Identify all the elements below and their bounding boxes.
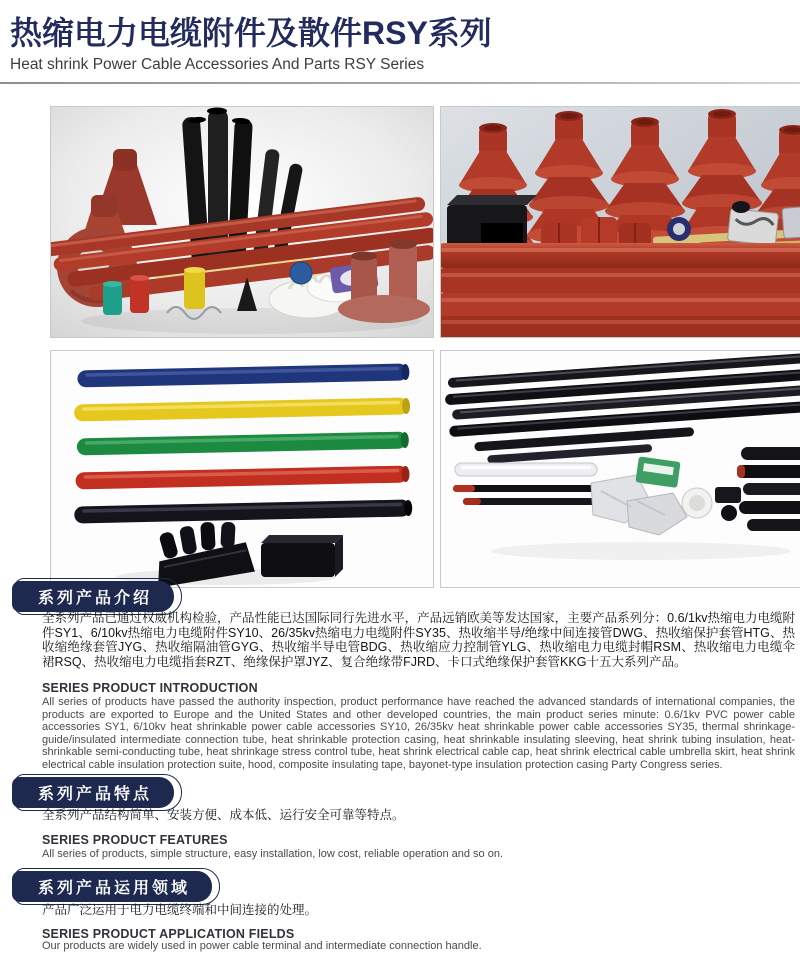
introduction-english-heading: SERIES PRODUCT INTRODUCTION xyxy=(42,681,258,695)
product-photo-umbrella-skirts xyxy=(440,106,800,338)
accessory-kit-illustration xyxy=(51,107,433,337)
features-chinese-text: 全系列产品结构简单、安装方便、成本低、运行安全可靠等特点。 xyxy=(42,808,405,822)
product-photo-colored-tubes xyxy=(50,350,434,588)
clear-tube xyxy=(455,463,597,476)
black-fitting xyxy=(715,487,741,503)
application-chinese-text: 产品广泛运用于电力电缆终端和中间连接的处理。 xyxy=(42,903,318,917)
colored-tubes-illustration xyxy=(51,351,433,587)
blue-lid xyxy=(290,262,312,284)
section-header-label: 系列产品特点 xyxy=(38,786,153,803)
black-cap xyxy=(721,505,737,521)
black-parts-illustration xyxy=(441,351,800,587)
page-title: 热缩电力电缆附件及散件RSY系列 xyxy=(10,15,492,51)
introduction-english-text: All series of products have passed the authority inspection, product performance have reached the advanced standards of international companies, the products are exported to Europe and the United States and other developed countries, the main product series minute: 0.6/1kv PVC power cable accessories SY1, 6/10kv heat shrinkable power cable accessories SY10, 26/35kv heat shrinkable power cable accessories SY35, thermal shrinkage-guide/insulated intermediate connection tube, heat shrinkable protection casing, heat shrinkable insulating sleeving, heat shrink tubing insulation, heat-shrinkable semi-conducting tube, heat shrinkage stress control tube, heat shrink electrical cable cap, heat shrink electrical cable umbrella skirt, heat shrink electrical cable insulation protection suite, hood, composite insulating tape, bayonet-type insulation protection casing Party Congress series. xyxy=(42,696,795,771)
introduction-chinese-text: 全系列产品已通过权威机构检验，产品性能已达国际同行先进水平，产品远销欧美等发达国家，主要产品系列分：0.6/1kv热缩电力电缆附件SY1、6/10kv热缩电力电缆附件SY10、26/35kv热缩电力电缆附件SY35、热收缩半导/绝缘中间连接管DWG、热收缩保护套管HTG、热收缩绝缘套管JYG、热收缩隔油管GYG、热收缩半导电管BDG、热收缩应力控制管YLG、热收缩电力电缆封帽RSM、热收缩电力电缆伞裙RSQ、热收缩电力电缆指套RZT、绝缘保护罩JYZ、复合绝缘带FJRD、卡口式绝缘保护套管KKG十五大系列产品。 xyxy=(42,611,795,669)
header-divider xyxy=(0,82,800,84)
umbrella-skirts-illustration xyxy=(441,107,800,337)
section-header-label: 系列产品介绍 xyxy=(38,590,153,607)
red-cable-bundle xyxy=(441,243,800,337)
features-english-heading: SERIES PRODUCT FEATURES xyxy=(42,833,228,847)
section-header-introduction xyxy=(12,581,174,612)
product-photo-accessory-kit xyxy=(50,106,434,338)
features-english-text: All series of products, simple structure, easy installation, low cost, reliable operation and so on. xyxy=(42,848,504,860)
application-english-heading: SERIES PRODUCT APPLICATION FIELDS xyxy=(42,927,295,941)
page-subtitle: Heat shrink Power Cable Accessories And Parts RSY Series xyxy=(10,56,425,73)
section-header-features xyxy=(12,777,174,808)
application-english-text: Our products are widely used in power cable terminal and intermediate connection handle. xyxy=(42,940,482,952)
product-photo-black-parts xyxy=(440,350,800,588)
black-block xyxy=(261,535,343,577)
section-header-label: 系列产品运用领域 xyxy=(38,880,191,897)
section-header-application xyxy=(12,871,212,902)
